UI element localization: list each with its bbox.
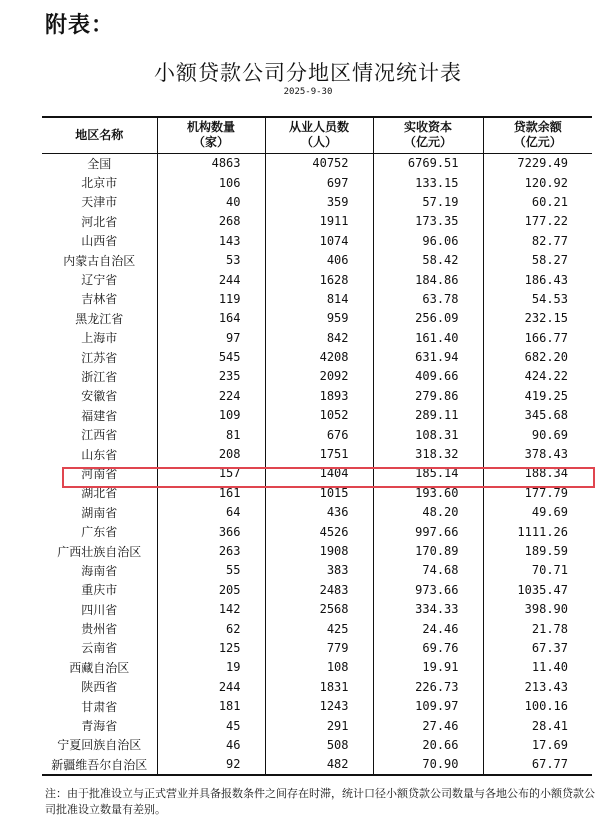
- cell-institutions: 92: [157, 755, 265, 775]
- cell-paid-capital: 170.89: [373, 541, 483, 560]
- cell-region: 浙江省: [81, 369, 118, 384]
- table-body: [42, 153, 592, 775]
- cell-employees: 676: [265, 425, 373, 444]
- cell-institutions: 164: [157, 309, 265, 328]
- cell-loan-balance: 189.59: [483, 541, 592, 560]
- table-row: [42, 444, 592, 463]
- cell-paid-capital: 109.97: [373, 696, 483, 715]
- cell-loan-balance: 177.22: [483, 212, 592, 231]
- cell-employees: 482: [265, 755, 373, 775]
- cell-employees: 1893: [265, 386, 373, 405]
- table-row: [42, 599, 592, 618]
- cell-institutions: 40: [157, 192, 265, 211]
- cell-institutions: 208: [157, 444, 265, 463]
- cell-institutions: 81: [157, 425, 265, 444]
- cell-institutions: 46: [157, 735, 265, 754]
- cell-loan-balance: 100.16: [483, 696, 592, 715]
- table-row: [42, 755, 592, 775]
- cell-region: 河北省: [81, 214, 118, 229]
- cell-region: 江西省: [81, 428, 118, 443]
- cell-region: 天津市: [81, 195, 118, 210]
- header-employees-label: 从业人员数: [288, 120, 349, 135]
- header-employees: [265, 117, 373, 153]
- cell-employees: 1908: [265, 541, 373, 560]
- cell-institutions: 55: [157, 561, 265, 580]
- cell-loan-balance: 1035.47: [483, 580, 592, 599]
- cell-institutions: 53: [157, 250, 265, 269]
- cell-region: 辽宁省: [81, 273, 118, 288]
- table-row: [42, 696, 592, 715]
- cell-region: 吉林省: [81, 292, 118, 307]
- cell-institutions: 224: [157, 386, 265, 405]
- cell-region: 山东省: [81, 447, 118, 462]
- cell-region: 新疆维吾尔自治区: [42, 755, 157, 775]
- page-title: 小额贷款公司分地区情况统计表: [154, 61, 462, 85]
- cell-institutions: 106: [157, 173, 265, 192]
- cell-paid-capital: 226.73: [373, 677, 483, 696]
- cell-employees: 1052: [265, 406, 373, 425]
- cell-employees: 2092: [265, 367, 373, 386]
- cell-loan-balance: 58.27: [483, 250, 592, 269]
- table-row: [42, 483, 592, 502]
- cell-institutions: 235: [157, 367, 265, 386]
- cell-region: 河南省: [81, 466, 118, 481]
- cell-employees: 1751: [265, 444, 373, 463]
- cell-paid-capital: 161.40: [373, 328, 483, 347]
- cell-region: 重庆市: [81, 583, 118, 598]
- cell-employees: 425: [265, 619, 373, 638]
- cell-paid-capital: 256.09: [373, 309, 483, 328]
- cell-region: 山西省: [81, 234, 118, 249]
- header-institutions-unit: （家）: [192, 135, 229, 150]
- cell-paid-capital: 997.66: [373, 522, 483, 541]
- cell-region: 海南省: [81, 563, 118, 578]
- cell-region: 福建省: [81, 408, 118, 423]
- table-row: [42, 289, 592, 308]
- cell-loan-balance: 378.43: [483, 444, 592, 463]
- table-row: [42, 425, 592, 444]
- cell-region: 安徽省: [81, 389, 118, 404]
- cell-employees: 842: [265, 328, 373, 347]
- cell-employees: 814: [265, 289, 373, 308]
- cell-loan-balance: 398.90: [483, 599, 592, 618]
- cell-institutions: 366: [157, 522, 265, 541]
- table-row: [42, 658, 592, 677]
- cell-paid-capital: 108.31: [373, 425, 483, 444]
- cell-institutions: 19: [157, 658, 265, 677]
- table-row: [42, 406, 592, 425]
- cell-employees: 779: [265, 638, 373, 657]
- cell-employees: 359: [265, 192, 373, 211]
- cell-region: 广西壮族自治区: [57, 544, 142, 559]
- cell-paid-capital: 184.86: [373, 270, 483, 289]
- cell-loan-balance: 21.78: [483, 619, 592, 638]
- report-date: 2025-9-30: [283, 87, 333, 97]
- cell-loan-balance: 67.77: [483, 755, 592, 775]
- cell-region: 宁夏回族自治区: [57, 738, 142, 753]
- table-row: [42, 250, 592, 269]
- cell-paid-capital: 69.76: [373, 638, 483, 657]
- footnote: 注：由于批准设立与正式营业并具备报数条件之间存在时滞，统计口径小额贷款公司数量与各地公布的小额贷款公司批准设立数量有差别。: [45, 787, 595, 816]
- cell-loan-balance: 7229.49: [483, 153, 592, 173]
- cell-region: 四川省: [81, 602, 118, 617]
- cell-paid-capital: 409.66: [373, 367, 483, 386]
- header-region: [42, 117, 157, 153]
- cell-employees: 1074: [265, 231, 373, 250]
- cell-employees: 1831: [265, 677, 373, 696]
- header-paid-capital: [373, 117, 483, 153]
- cell-employees: 4526: [265, 522, 373, 541]
- appendix-label: 附表：: [45, 13, 115, 38]
- cell-paid-capital: 24.46: [373, 619, 483, 638]
- table-row: [42, 192, 592, 211]
- cell-employees: 1243: [265, 696, 373, 715]
- cell-region: 江苏省: [81, 350, 118, 365]
- header-loan-balance-label: 贷款余额: [513, 120, 562, 135]
- cell-region: 云南省: [81, 641, 118, 656]
- cell-institutions: 161: [157, 483, 265, 502]
- cell-loan-balance: 166.77: [483, 328, 592, 347]
- table-row: [42, 522, 592, 541]
- cell-employees: 2483: [265, 580, 373, 599]
- cell-employees: 4208: [265, 347, 373, 366]
- cell-region: 贵州省: [81, 622, 118, 637]
- cell-loan-balance: 1111.26: [483, 522, 592, 541]
- cell-institutions: 64: [157, 503, 265, 522]
- cell-paid-capital: 74.68: [373, 561, 483, 580]
- cell-loan-balance: 177.79: [483, 483, 592, 502]
- cell-paid-capital: 185.14: [373, 464, 483, 483]
- cell-paid-capital: 96.06: [373, 231, 483, 250]
- cell-paid-capital: 289.11: [373, 406, 483, 425]
- cell-employees: 436: [265, 503, 373, 522]
- cell-institutions: 268: [157, 212, 265, 231]
- cell-loan-balance: 60.21: [483, 192, 592, 211]
- cell-loan-balance: 424.22: [483, 367, 592, 386]
- cell-loan-balance: 232.15: [483, 309, 592, 328]
- cell-employees: 1015: [265, 483, 373, 502]
- cell-paid-capital: 19.91: [373, 658, 483, 677]
- cell-region: 甘肃省: [81, 699, 118, 714]
- cell-loan-balance: 120.92: [483, 173, 592, 192]
- cell-loan-balance: 82.77: [483, 231, 592, 250]
- cell-paid-capital: 20.66: [373, 735, 483, 754]
- table-row: [42, 464, 592, 483]
- cell-region: 西藏自治区: [69, 660, 130, 675]
- header-paid-capital-unit: （亿元）: [403, 135, 452, 150]
- table-row: [42, 212, 592, 231]
- cell-loan-balance: 419.25: [483, 386, 592, 405]
- cell-paid-capital: 57.19: [373, 192, 483, 211]
- cell-loan-balance: 345.68: [483, 406, 592, 425]
- cell-loan-balance: 188.34: [483, 464, 592, 483]
- table-row: [42, 638, 592, 657]
- cell-loan-balance: 17.69: [483, 735, 592, 754]
- cell-paid-capital: 334.33: [373, 599, 483, 618]
- cell-employees: 406: [265, 250, 373, 269]
- cell-paid-capital: 193.60: [373, 483, 483, 502]
- table-row: [42, 541, 592, 560]
- cell-region: 湖南省: [81, 505, 118, 520]
- table-row: [42, 716, 592, 735]
- cell-institutions: 181: [157, 696, 265, 715]
- cell-loan-balance: 90.69: [483, 425, 592, 444]
- cell-paid-capital: 973.66: [373, 580, 483, 599]
- table-row: [42, 386, 592, 405]
- cell-institutions: 62: [157, 619, 265, 638]
- table-row: [42, 231, 592, 250]
- table-row: [42, 503, 592, 522]
- table-row: [42, 735, 592, 754]
- cell-region: 上海市: [81, 331, 118, 346]
- cell-employees: 383: [265, 561, 373, 580]
- cell-region: 湖北省: [81, 486, 118, 501]
- cell-paid-capital: 6769.51: [373, 153, 483, 173]
- cell-loan-balance: 186.43: [483, 270, 592, 289]
- cell-institutions: 545: [157, 347, 265, 366]
- cell-institutions: 142: [157, 599, 265, 618]
- cell-loan-balance: 67.37: [483, 638, 592, 657]
- cell-employees: 1628: [265, 270, 373, 289]
- cell-institutions: 263: [157, 541, 265, 560]
- table-row: [42, 328, 592, 347]
- cell-loan-balance: 49.69: [483, 503, 592, 522]
- cell-region: 陕西省: [81, 680, 118, 695]
- statistics-table: [42, 116, 592, 776]
- table-row: [42, 173, 592, 192]
- cell-region: 广东省: [81, 525, 118, 540]
- header-paid-capital-label: 实收资本: [403, 120, 452, 135]
- cell-loan-balance: 28.41: [483, 716, 592, 735]
- cell-region: 内蒙古自治区: [63, 253, 136, 268]
- cell-loan-balance: 213.43: [483, 677, 592, 696]
- table-row: [42, 270, 592, 289]
- cell-loan-balance: 682.20: [483, 347, 592, 366]
- cell-region: 全国: [87, 156, 112, 171]
- cell-region: 北京市: [81, 176, 118, 191]
- cell-employees: 697: [265, 173, 373, 192]
- cell-institutions: 244: [157, 677, 265, 696]
- cell-institutions: 157: [157, 464, 265, 483]
- cell-institutions: 244: [157, 270, 265, 289]
- header-loan-balance: [483, 117, 592, 153]
- cell-employees: 508: [265, 735, 373, 754]
- cell-institutions: 109: [157, 406, 265, 425]
- cell-loan-balance: 11.40: [483, 658, 592, 677]
- cell-institutions: 45: [157, 716, 265, 735]
- cell-paid-capital: 173.35: [373, 212, 483, 231]
- table-row: [42, 347, 592, 366]
- cell-paid-capital: 63.78: [373, 289, 483, 308]
- cell-institutions: 4863: [157, 153, 265, 173]
- cell-employees: 2568: [265, 599, 373, 618]
- table-row: [42, 153, 592, 173]
- table-row: [42, 309, 592, 328]
- cell-institutions: 143: [157, 231, 265, 250]
- cell-employees: 1911: [265, 212, 373, 231]
- cell-loan-balance: 70.71: [483, 561, 592, 580]
- cell-paid-capital: 631.94: [373, 347, 483, 366]
- cell-employees: 40752: [265, 153, 373, 173]
- table-row: [42, 677, 592, 696]
- header-loan-balance-unit: （亿元）: [513, 135, 562, 150]
- cell-employees: 959: [265, 309, 373, 328]
- table-row: [42, 619, 592, 638]
- cell-paid-capital: 133.15: [373, 173, 483, 192]
- header-employees-unit: （人）: [300, 135, 337, 150]
- cell-paid-capital: 318.32: [373, 444, 483, 463]
- cell-paid-capital: 27.46: [373, 716, 483, 735]
- cell-institutions: 205: [157, 580, 265, 599]
- header-institutions: [157, 117, 265, 153]
- table-row: [42, 367, 592, 386]
- cell-employees: 108: [265, 658, 373, 677]
- cell-region: 黑龙江省: [75, 311, 124, 326]
- cell-institutions: 119: [157, 289, 265, 308]
- header-region-label: 地区名称: [75, 127, 124, 142]
- cell-paid-capital: 279.86: [373, 386, 483, 405]
- cell-region: 青海省: [81, 719, 118, 734]
- cell-paid-capital: 58.42: [373, 250, 483, 269]
- header-institutions-label: 机构数量: [186, 120, 235, 135]
- cell-employees: 291: [265, 716, 373, 735]
- table-row: [42, 580, 592, 599]
- cell-paid-capital: 48.20: [373, 503, 483, 522]
- cell-loan-balance: 54.53: [483, 289, 592, 308]
- cell-employees: 1404: [265, 464, 373, 483]
- cell-paid-capital: 70.90: [373, 755, 483, 775]
- cell-institutions: 125: [157, 638, 265, 657]
- cell-institutions: 97: [157, 328, 265, 347]
- table-row: [42, 561, 592, 580]
- table-header-row: [42, 117, 592, 153]
